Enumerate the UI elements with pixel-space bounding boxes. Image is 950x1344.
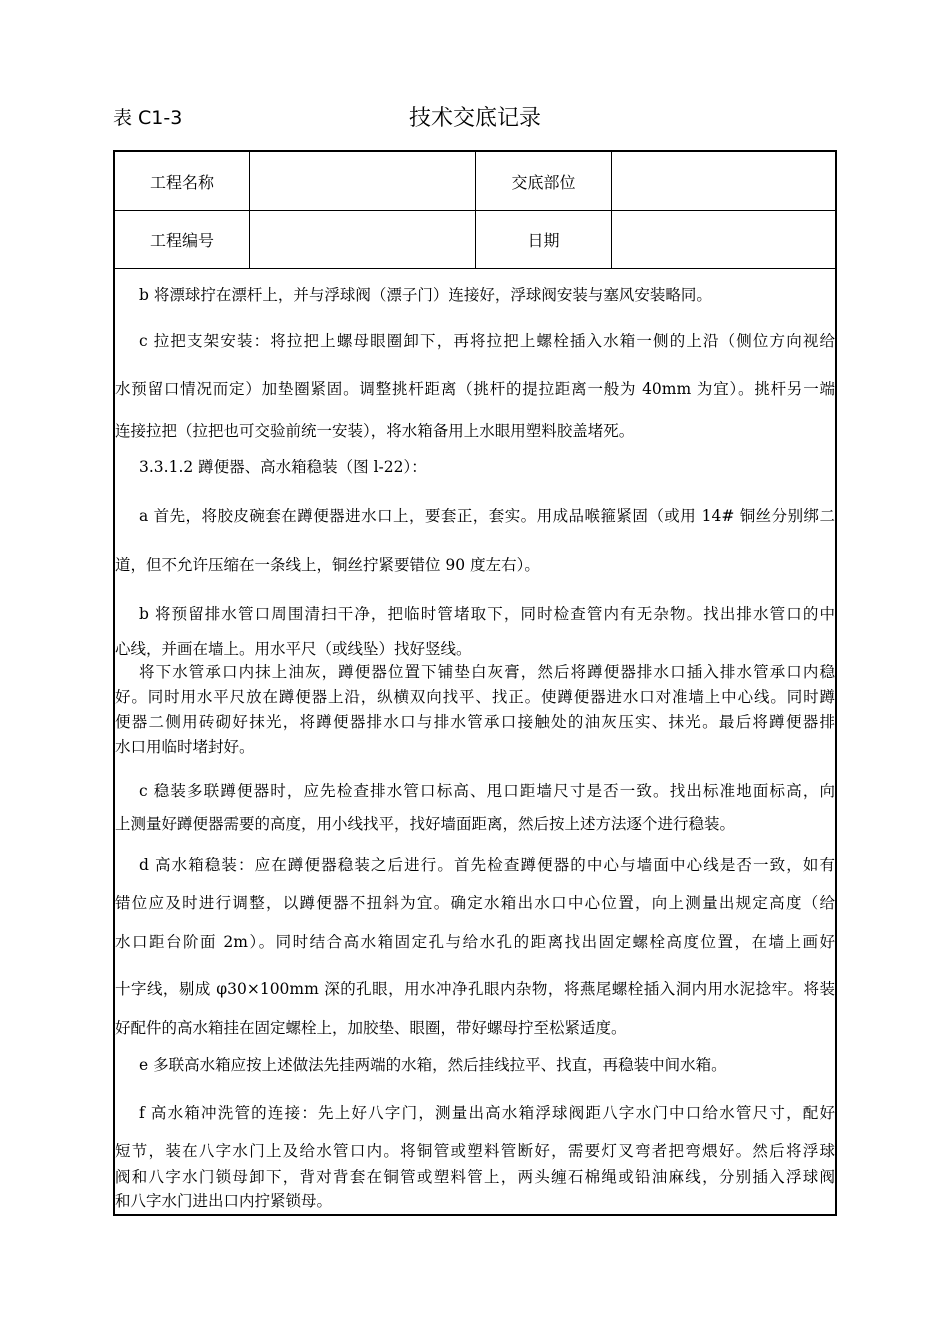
content-line: 和八字水门进出口内拧紧锁母。 (115, 1192, 333, 1210)
location-label: 交底部位 (476, 152, 612, 210)
date-label: 日期 (476, 210, 612, 268)
location-field[interactable] (612, 152, 835, 210)
content-line: 短节，装在八字水门上及给水管口内。将铜管或塑料管断好，需要灯叉弯者把弯煨好。然后将浮球 (115, 1142, 835, 1160)
content-line: 好配件的高水箱挂在固定螺栓上，加胶垫、眼圈，带好螺母拧至松紧适度。 (115, 1019, 627, 1037)
content-line: c 拉把支架安装：将拉把上螺母眼圈卸下，再将拉把上螺栓插入水箱一侧的上沿（侧位方向视给 (139, 332, 835, 350)
project-no-field[interactable] (250, 210, 476, 268)
content-line: 错位应及时进行调整，以蹲便器不扭斜为宜。确定水箱出水口中心位置，向上测量出规定高度（给 (115, 894, 835, 912)
project-name-field[interactable] (250, 152, 476, 210)
info-row-1 (115, 152, 835, 211)
content-line: f 高水箱冲洗管的连接：先上好八字门，测量出高水箱浮球阀距八字水门中口给水管尺寸，配好 (139, 1104, 835, 1122)
content-line: a 首先，将胶皮碗套在蹲便器进水口上，要套正，套实。用成品喉箍紧固（或用 14# 铜丝分别绑二 (139, 507, 835, 525)
date-field[interactable] (612, 210, 835, 268)
content-line: 阀和八字水门锁母卸下，背对背套在铜管或塑料管上，两头缠石棉绳或铅油麻线，分别插入浮球阀 (115, 1168, 835, 1186)
content-line: 好。同时用水平尺放在蹲便器上沿，纵横双向找平、找正。使蹲便器进水口对准墙上中心线。同时蹲 (115, 688, 835, 706)
content-line: 水口距台阶面 2m）。同时结合高水箱固定孔与给水孔的距离找出固定螺栓高度位置，在墙上画好 (115, 933, 835, 951)
content-line: 连接拉把（拉把也可交验前统一安装），将水箱备用上水眼用塑料胶盖堵死。 (115, 422, 635, 440)
content-line: 道，但不允许压缩在一条线上，铜丝拧紧要错位 90 度左右）。 (115, 556, 540, 574)
content-line: 水预留口情况而定）加垫圈紧固。调整挑杆距离（挑杆的提拉距离一般为 40mm 为宜）。挑杆另一端 (115, 380, 835, 398)
content-line: 便器二侧用砖砌好抹光，将蹲便器排水口与排水管承口接触处的油灰压实、抹光。最后将蹲便器排 (115, 713, 835, 731)
content-line: 心线，并画在墙上。用水平尺（或线坠）找好竖线。 (115, 640, 472, 658)
content-line: d 高水箱稳装：应在蹲便器稳装之后进行。首先检查蹲便器的中心与墙面中心线是否一致，如有 (139, 856, 835, 874)
content-line: 十字线，剔成 φ30×100mm 深的孔眼，用水冲净孔眼内杂物，将燕尾螺栓插入洞内用水泥捻牢。将装 (115, 980, 835, 998)
info-row-2 (115, 210, 835, 269)
content-line: e 多联高水箱应按上述做法先挂两端的水箱，然后挂线拉平、找直，再稳装中间水箱。 (139, 1056, 727, 1074)
record-table (113, 150, 837, 1216)
document-title: 技术交底记录 (408, 106, 541, 131)
project-no-label: 工程编号 (115, 210, 250, 268)
content-line: 上测量好蹲便器需要的高度，用小线找平，找好墙面距离，然后按上述方法逐个进行稳装。 (115, 815, 736, 833)
content-line: b 将预留排水管口周围清扫干净，把临时管堵取下，同时检查管内有无杂物。找出排水管口的中 (139, 605, 835, 623)
content-line: c 稳装多联蹲便器时，应先检查排水管口标高、甩口距墙尺寸是否一致。找出标准地面标高，向 (139, 782, 835, 800)
form-code: 表 C1-3 (113, 107, 183, 129)
disclosure-content (115, 269, 835, 1214)
content-line: b 将漂球拧在漂杆上，并与浮球阀（漂子门）连接好，浮球阀安装与塞风安装略同。 (139, 286, 712, 304)
content-line: 3.3.1.2 蹲便器、高水箱稳装（图 l-22）： (139, 458, 427, 476)
content-line: 水口用临时堵封好。 (115, 738, 255, 756)
content-line: 将下水管承口内抹上油灰，蹲便器位置下铺垫白灰膏，然后将蹲便器排水口插入排水管承口内稳 (139, 663, 835, 681)
project-name-label: 工程名称 (115, 152, 250, 210)
